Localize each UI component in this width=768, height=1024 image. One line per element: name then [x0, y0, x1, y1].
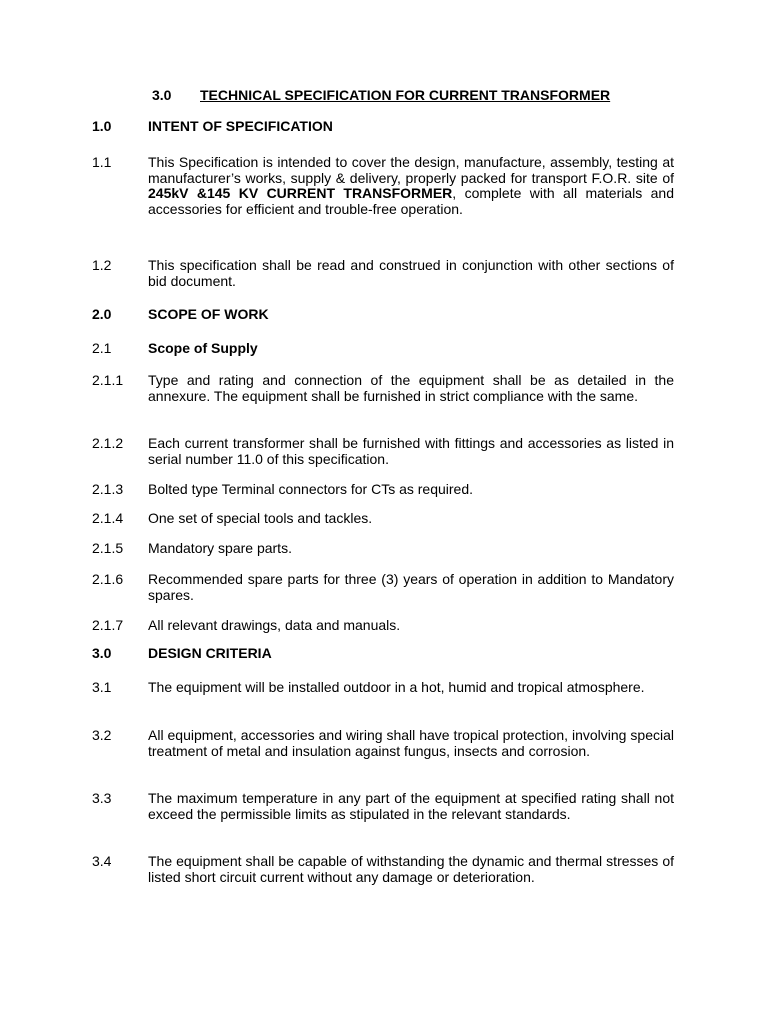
clause-1-2	[92, 258, 674, 289]
clause-text: Bolted type Terminal connectors for CTs as required.	[148, 481, 474, 497]
document-title	[152, 86, 610, 104]
clause-number: 3.3	[92, 790, 112, 806]
clause-number: 2.1.5	[92, 540, 124, 556]
clause-text: Mandatory spare parts.	[148, 540, 292, 556]
clause-number: 2.1	[92, 340, 112, 356]
clause-text: Recommended spare parts for three (3) years of operation in addition to Mandatory spares.	[148, 571, 674, 603]
clause-2-1-6	[92, 572, 674, 603]
clause-number: 1.2	[92, 257, 112, 273]
clause-2-1-7	[92, 618, 674, 634]
clause-3-1	[92, 680, 674, 696]
clause-text: The maximum temperature in any part of the equipment at specified rating shall not exceed the permissible limits as stipulated in the relevant standards.	[148, 790, 674, 822]
clause-number: 2.1.3	[92, 481, 124, 497]
section-number: 1.0	[92, 118, 112, 134]
clause-1-1	[92, 155, 674, 217]
clause-number: 2.1.2	[92, 435, 124, 451]
clause-3-4	[92, 854, 674, 885]
clause-number: 1.1	[92, 154, 112, 170]
section-heading-design-criteria	[92, 646, 674, 662]
subsection-scope-of-supply	[92, 341, 674, 357]
clause-number: 2.1.1	[92, 372, 124, 388]
section-heading-scope	[92, 307, 674, 323]
clause-number: 3.2	[92, 727, 112, 743]
clause-text: Each current transformer shall be furnished with fittings and accessories as listed in serial number 11.0 of this specification.	[148, 435, 674, 467]
section-number: 3.0	[92, 645, 112, 661]
clause-number: 2.1.6	[92, 571, 124, 587]
clause-2-1-2	[92, 436, 674, 467]
document-title-text: TECHNICAL SPECIFICATION FOR CURRENT TRANSFORMER	[200, 87, 611, 103]
clause-2-1-3	[92, 482, 674, 498]
clause-text: Type and rating and connection of the equipment shall be as detailed in the annexure. The equipment shall be furnished in strict compliance with the same.	[148, 372, 674, 404]
clause-text-after: , complete with all materials and accessories for efficient and trouble-free operation.	[148, 185, 674, 217]
section-heading-text: SCOPE OF WORK	[148, 306, 269, 322]
section-heading-text: INTENT OF SPECIFICATION	[148, 118, 333, 134]
clause-2-1-4	[92, 511, 674, 527]
clause-text: The equipment shall be capable of withstanding the dynamic and thermal stresses of listed short circuit current without any damage or deterioration.	[148, 853, 674, 885]
clause-text: All relevant drawings, data and manuals.	[148, 617, 401, 633]
clause-text: All equipment, accessories and wiring shall have tropical protection, involving special treatment of metal and insulation against fungus, insects and corrosion.	[148, 727, 674, 759]
clause-text-bold: 245kV &145 KV CURRENT TRANSFORMER	[148, 185, 453, 202]
clause-text: This specification shall be read and construed in conjunction with other sections of bid document.	[148, 257, 674, 289]
clause-text	[148, 155, 674, 217]
clause-text-before: This Specification is intended to cover the design, manufacture, assembly, testing at manufacturer’s works, supply & delivery, properly packed for transport F.O.R. site of	[148, 154, 674, 186]
clause-text: One set of special tools and tackles.	[148, 510, 373, 526]
clause-number: 3.4	[92, 853, 112, 869]
section-heading-intent	[92, 119, 674, 135]
clause-2-1-5	[92, 541, 674, 557]
clause-text: The equipment will be installed outdoor in a hot, humid and tropical atmosphere.	[148, 679, 645, 695]
section-number: 2.0	[92, 306, 112, 322]
clause-number: 2.1.4	[92, 510, 124, 526]
section-heading-text: DESIGN CRITERIA	[148, 645, 272, 661]
clause-3-2	[92, 728, 674, 759]
subsection-heading-text: Scope of Supply	[148, 340, 258, 356]
clause-number: 3.1	[92, 679, 112, 695]
clause-number: 2.1.7	[92, 617, 124, 633]
document-title-number: 3.0	[152, 87, 172, 103]
clause-3-3	[92, 791, 674, 822]
clause-2-1-1	[92, 373, 674, 404]
